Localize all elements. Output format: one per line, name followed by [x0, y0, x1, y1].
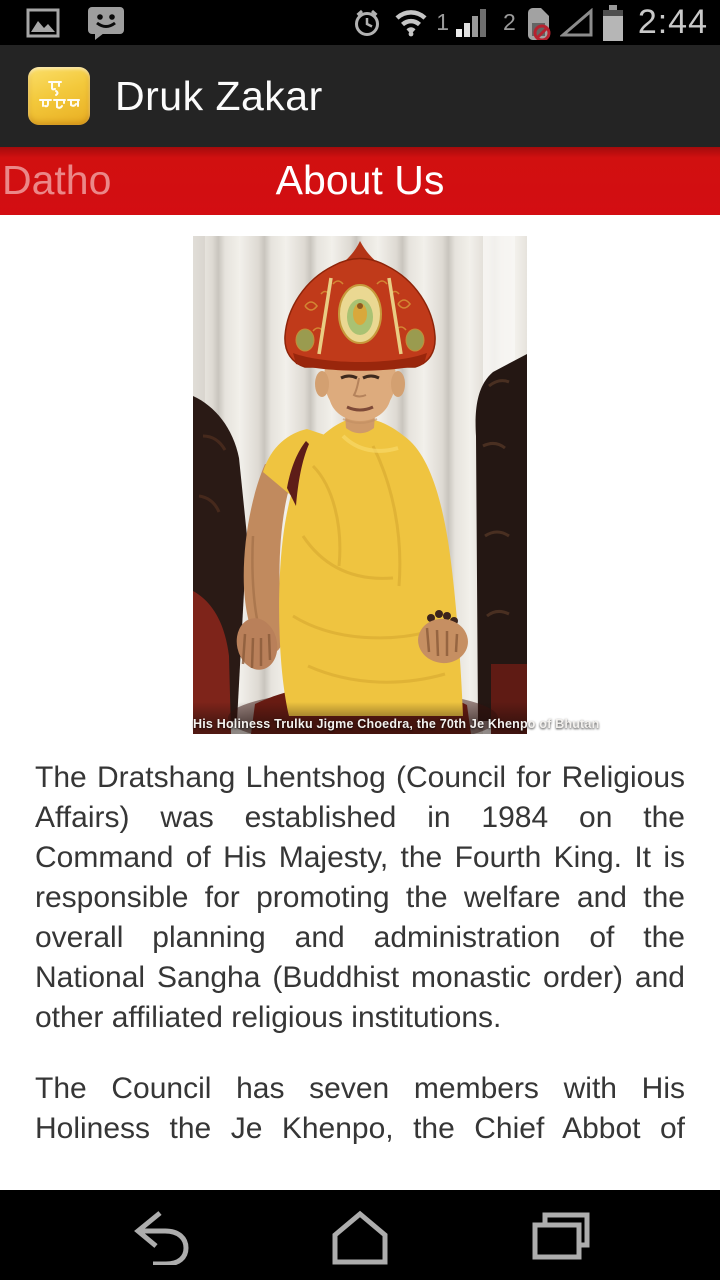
tibetan-script-glyphs: [34, 73, 84, 119]
status-bar-notifications: [26, 0, 126, 45]
recents-icon: [527, 1207, 593, 1265]
je-khenpo-photo: [193, 236, 600, 734]
signal-triangle-icon: [560, 8, 594, 38]
clock-time: 2:44: [637, 3, 708, 41]
no-sim-icon: [523, 6, 553, 40]
je-khenpo-portrait-illustration: [193, 236, 527, 734]
status-bar: [0, 0, 720, 45]
home-button[interactable]: [327, 1207, 393, 1265]
recents-button[interactable]: [527, 1207, 593, 1265]
content-scroll-area[interactable]: [0, 215, 720, 1190]
pager-tab-strip: [0, 147, 720, 215]
home-icon: [327, 1207, 393, 1265]
tab-datho[interactable]: Datho: [2, 157, 112, 203]
back-icon: [127, 1207, 193, 1265]
battery-icon: [601, 5, 625, 41]
status-bar-indicators: [352, 0, 712, 45]
sim2-label: 2: [503, 9, 516, 35]
messaging-smiley-icon: [86, 5, 126, 41]
article-paragraph: The Dratshang Lhentshog (Council for Religious Affairs) was established in 1984 on the Command of His Majesty, the Fourth King. It is responsible for promoting the welfare and the overall planning and administration of the National Sangha (Buddhist monastic order) and other affiliated religious institutions.: [35, 761, 685, 1034]
signal-strength-icon: [456, 8, 488, 37]
back-button[interactable]: [127, 1207, 193, 1265]
photo-caption: His Holiness Trulku Jigme Choedra, the 70th Je Khenpo of Bhutan: [193, 702, 527, 734]
app-bar: [0, 45, 720, 147]
screenshot-icon: [26, 8, 60, 38]
wifi-icon: [393, 8, 429, 37]
about-us-article: [0, 758, 720, 1149]
sim1-label: 1: [436, 9, 450, 35]
alarm-clock-icon: [352, 8, 382, 38]
app-title: Druk Zakar: [115, 72, 323, 119]
article-paragraph: The Council has seven members with His Holiness the Je Khenpo, the Chief Abbot of: [35, 1072, 685, 1145]
tab-about-us: About Us: [275, 157, 445, 203]
navigation-bar: [0, 1190, 720, 1280]
druk-zakar-app-icon[interactable]: [28, 67, 90, 125]
